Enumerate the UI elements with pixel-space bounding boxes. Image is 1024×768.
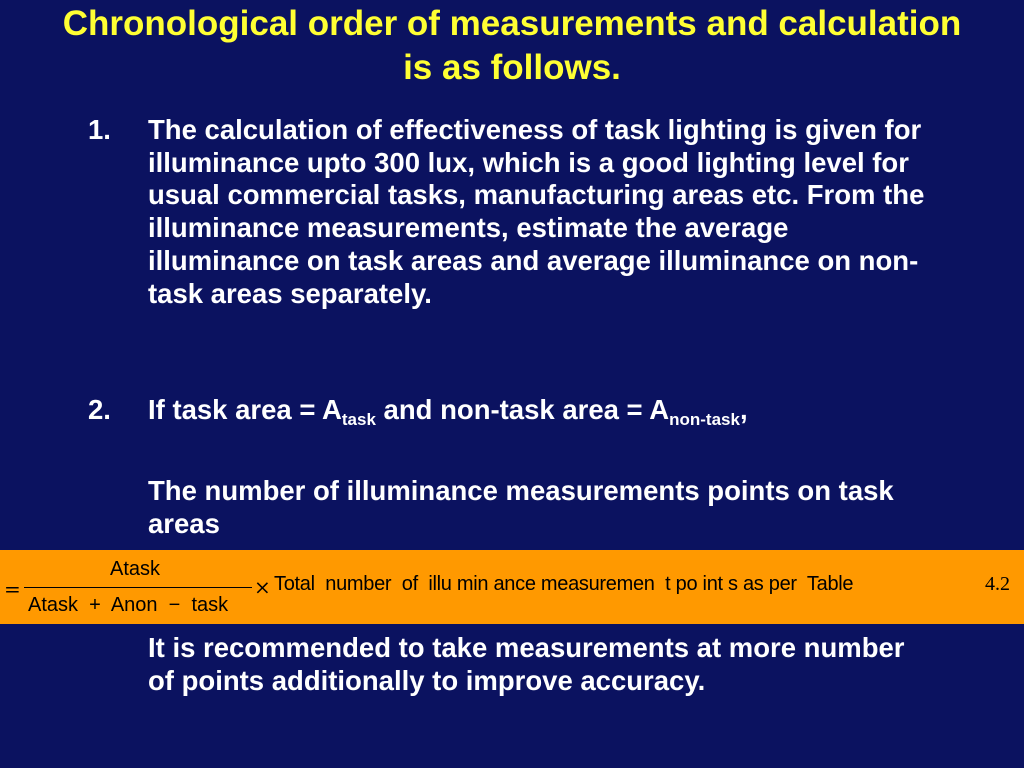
formula-band	[0, 550, 1024, 624]
list-item-text	[148, 394, 938, 427]
table-number: 4.2	[985, 573, 1010, 595]
subscript-task: task	[341, 410, 376, 429]
fraction-denominator: Atask + Anon − task	[28, 594, 229, 616]
list-item-text: The calculation of effectiveness of task lighting is given for illuminance upto 300 lux, which is a good lighting level for usual commercial tasks, manufacturing areas etc. From the illuminance measurements, estimate the average illuminance on task areas and average illuminance on non-task areas separately.	[148, 114, 925, 309]
list-number: 1.	[88, 114, 111, 145]
list-number: 2.	[88, 394, 111, 425]
times-sign: ×	[254, 575, 271, 599]
slide-title: Chronological order of measurements and calculation is as follows.	[62, 4, 962, 87]
text-suffix: ,	[739, 394, 748, 425]
text-prefix: If task area = A	[148, 394, 342, 425]
subscript-non-task: non-task	[669, 410, 740, 429]
text-middle: and non-task area = A	[375, 394, 670, 425]
fraction-numerator: Atask	[110, 558, 161, 580]
equals-sign: =	[4, 577, 21, 601]
formula-text: Total number of illu min ance measuremen t po int s as per Table	[274, 573, 854, 595]
fraction-bar	[24, 587, 252, 588]
